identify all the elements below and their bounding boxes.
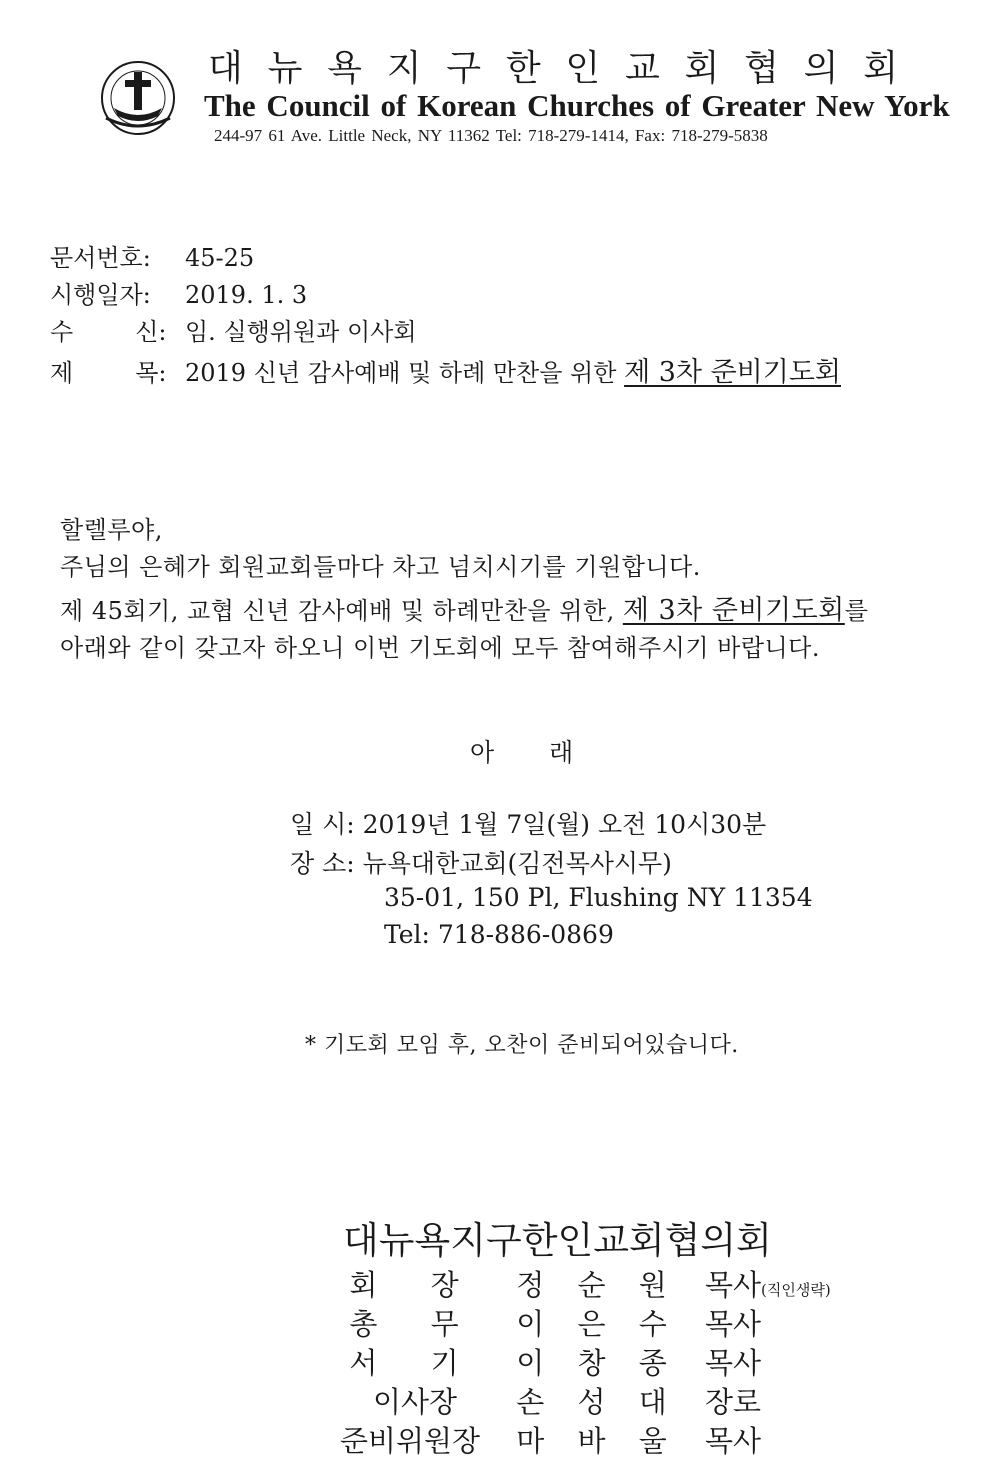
org-name-char: 구: [446, 48, 482, 89]
date-line: [50, 275, 307, 310]
signature-row: [340, 1380, 761, 1421]
signature-role: 목사: [705, 1346, 762, 1380]
signature-row: [340, 1341, 761, 1382]
place-label: 장 소:: [290, 849, 355, 878]
signature-row: [340, 1263, 831, 1304]
doc-number: 45-25: [185, 244, 255, 272]
event-time: 2019년 1월 7일(월) 오전 10시30분: [362, 810, 767, 839]
org-name-char: 지: [386, 48, 422, 89]
signature-role: 목사: [705, 1424, 762, 1458]
place-address: 35-01, 150 Pl, Flushing NY 11354: [384, 883, 813, 912]
recipient-label: 수 신:: [50, 318, 167, 346]
doc-number-line: [50, 238, 254, 273]
signature-name: 마 바 울: [516, 1424, 679, 1458]
signature-title: 준비위원장: [340, 1424, 481, 1458]
body-highlight: 제 3차 준비기도회: [622, 595, 845, 626]
org-name-english: The Council of Korean Churches of Greater New York: [204, 88, 950, 123]
org-name-char: 협: [744, 48, 779, 89]
seal-omitted-note: (직인생략): [761, 1281, 831, 1299]
time-line: [290, 805, 766, 841]
signature-name: 이 창 종: [516, 1346, 679, 1380]
signature-title: 서 기: [349, 1346, 481, 1380]
signature-role: 목사: [705, 1268, 762, 1302]
signature-title: 총 무: [349, 1307, 481, 1341]
body-line-1: 주님의 은혜가 회원교회들마다 차고 넘치시기를 기원합니다.: [60, 553, 701, 581]
notice-heading: 아래: [470, 738, 629, 767]
doc-number-label: 문서번호:: [50, 244, 151, 272]
subject: 2019 신년 감사예배 및 하례 만찬을 위한: [185, 359, 617, 387]
org-name-char: 인: [565, 48, 601, 89]
signature-title: 이사장: [372, 1385, 458, 1419]
body-line-3: 아래와 같이 갖고자 하오니 이번 기도회에 모두 참여해주시기 바랍니다.: [60, 634, 820, 662]
signature-role: 장로: [705, 1385, 762, 1419]
org-name-korean: [208, 40, 898, 91]
place-tel: Tel: 718-886-0869: [384, 920, 614, 949]
org-name-char: 뉴: [267, 48, 303, 89]
date-label: 시행일자:: [50, 281, 151, 309]
org-name-char: 교: [624, 48, 660, 89]
issue-date: 2019. 1. 3: [185, 281, 308, 309]
signature-title: 회 장: [349, 1268, 481, 1302]
recipient: 임. 실행위원과 이사회: [185, 318, 417, 346]
body-line-2: 제 45회기, 교협 신년 감사예배 및 하례만찬을 위한, 제 3차 준비기도회를: [60, 595, 869, 626]
lunch-note: * 기도회 모임 후, 오찬이 준비되어있습니다.: [305, 1033, 739, 1058]
greeting: 할렐루야,: [60, 516, 163, 544]
place-line: [290, 844, 672, 880]
signature-name: 손 성 대: [516, 1385, 679, 1419]
recipient-line: [50, 312, 417, 347]
signature-org: 대뉴욕지구한인교회협의회: [343, 1219, 772, 1262]
event-place: 뉴욕대한교회(김전목사시무): [362, 849, 672, 878]
org-name-char: 대: [208, 48, 243, 89]
signature-row: [340, 1419, 761, 1460]
org-name-char: 의: [803, 48, 839, 89]
signature-name: 정 순 원: [516, 1268, 679, 1302]
signature-role: 목사: [705, 1307, 762, 1341]
time-label: 일 시:: [290, 810, 355, 839]
org-address: 244-97 61 Ave. Little Neck, NY 11362 Tel: 718-279-1414, Fax: 718-279-5838: [214, 126, 768, 145]
org-name-char: 회: [684, 48, 720, 89]
org-name-char: 한: [505, 48, 541, 89]
subject-line: [50, 350, 841, 389]
subject-label: 제 목:: [50, 359, 167, 387]
signature-row: [340, 1302, 761, 1343]
org-name-char: 회: [863, 48, 898, 89]
org-name-char: 욕: [327, 48, 362, 89]
council-logo: [98, 58, 178, 138]
subject-highlight: 제 3차 준비기도회: [624, 357, 841, 388]
signature-name: 이 은 수: [516, 1307, 679, 1341]
